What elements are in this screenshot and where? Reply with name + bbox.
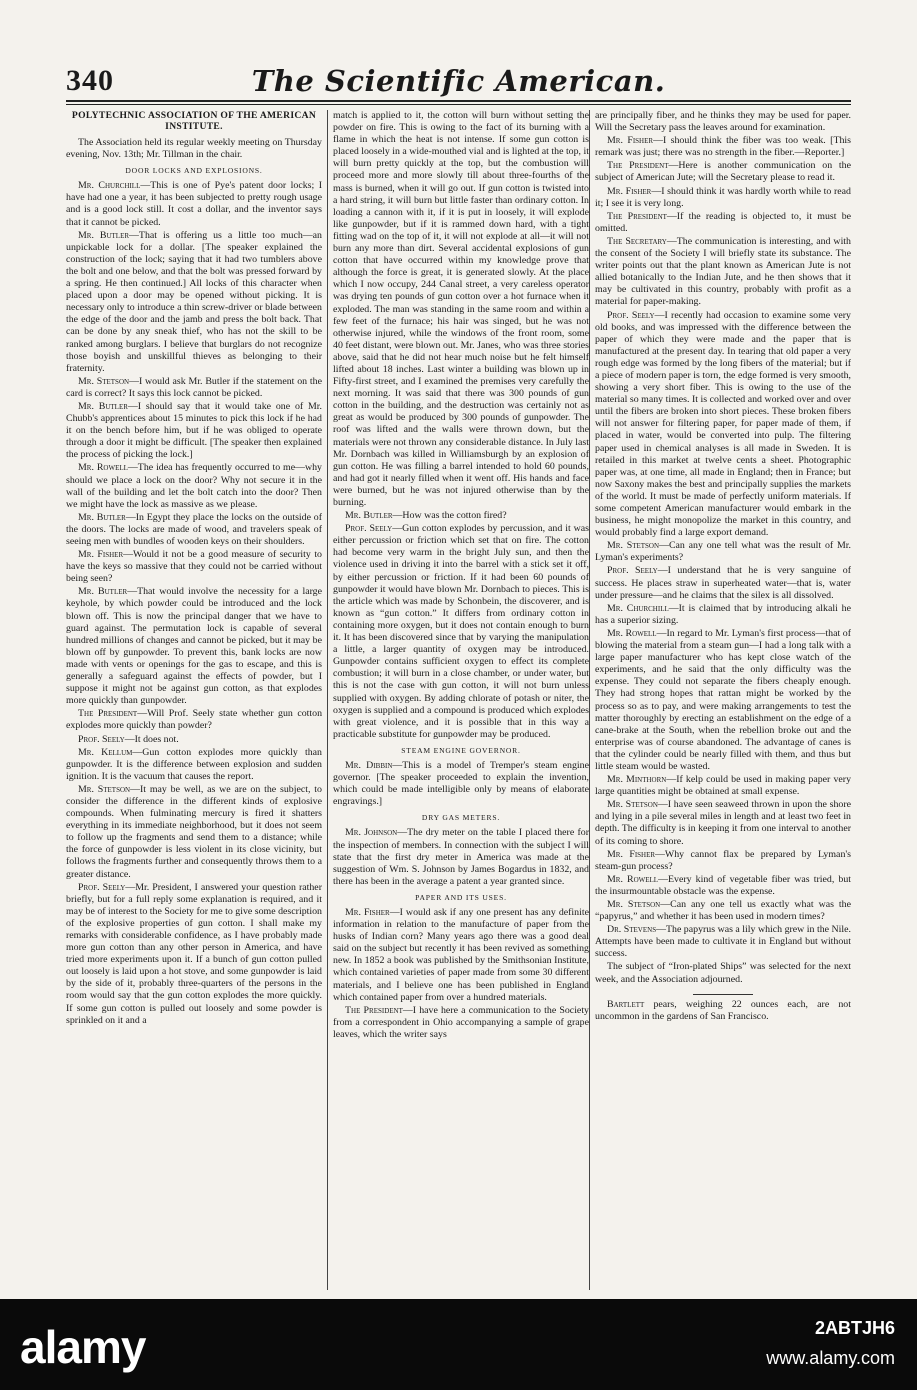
paragraph-text: —Here is another communication on the subject of American Jute; will the Secretary please to read it. [595,160,851,184]
paragraph-text: —If kelp could be used in making paper very large quantities might be obtained at small expense. [595,774,851,798]
paragraph-text: —Will Prof. Seely state whether gun cotton explodes more quickly than powder? [66,708,322,732]
speaker-name: Mr. Fisher [607,848,656,860]
paragraph-text: —Gun cotton explodes by percussion, and it was either percussion or friction which set that on fire. The cotton had become very warm in the bright July sun, and then the violence used in driving it into the barrel with a stick set it off, by either percussion or friction. If it had been 60 pounds of gunpowder it would have blown Mr. Dornbach to pieces. This is the article which was made by Schonbein, the discoverer, and is known as “gun cotton.” It differs from ordinary cotton in containing more oxygen, but it does not contain enough to burn it. It has been discovered since that by varying the manipulation a little, a larger quantity of oxygen may be introduced. Gunpowder contains sufficient oxygen to effect its complete combustion; it will burn in a close chamber, or under water, but this is not the case with gun cotton, it will not burn unless supplied with oxygen. By adding chlorate of potash or niter, the oxygen is supplied and a compound is produced which explodes with great violence, and it is possible that in this way a practicable substitute for gunpowder may be produced. [333,523,589,740]
article-paragraph [333,523,589,741]
speaker-name: Mr. Butler [78,229,130,241]
column-divider [589,110,590,1290]
paragraph-text: —I should think it was hardly worth while to read it; I see it is very long. [595,185,851,209]
article-paragraph [595,310,851,540]
article-paragraph [66,137,322,161]
watermark-logo: alamy [20,1321,146,1373]
speaker-name: Mr. Stetson [78,375,130,387]
article-paragraph [595,628,851,773]
paragraph-text: —I have here a communication to the Society from a correspondent in Ohio accompanying a sample of grape leaves, which the writer says [333,1004,589,1040]
article-paragraph [595,924,851,960]
paragraph-text: —I would ask if any one present has any definite information in relation to the manufacture of paper from the husks of Indian corn? Many years ago there was a good deal said on the subject but recently it has been revived as something new. In 1852 a book was published by the Smithsonian Institute, which contained varieties of paper made from some 30 different materials, and I believe one has been published in England which contained paper from over a hundred materials. [333,907,589,1003]
article-paragraph [333,907,589,1004]
article-paragraph [595,160,851,184]
speaker-name: Mr. Rowell [607,627,657,639]
article-paragraph [595,799,851,847]
speaker-name: Mr. Churchill [78,180,141,192]
paragraph-text: —Gun cotton explodes more quickly than gunpowder. It is the difference between explosion and sudden ignition. It is the vacuum that causes the report. [66,746,322,782]
article-paragraph [66,734,322,746]
article-paragraph [66,401,322,461]
paragraph-text: —Mr. President, I answered your question rather briefly, but for a full reply some explanation is required, and it may be of interest to the Society for me to give some description of the explosive properties of gun cotton. I shall make my remarks with considerable confidence, as I have probably made more gun cotton than any other person in America, and have tried more experiments upon it. If a bunch of gun cotton pulled out loosely is laid upon a hot stove, and some gunpowder is laid by the side of it, probably three-quarters of the persons in the room would say that the gun cotton explodes the more quickly. If some gun cotton is pulled out loosely and some powder is sprinkled on it and a [66,881,322,1026]
paragraph-text: —Every kind of vegetable fiber was tried, but the insurmountable obstacle was the expense. [595,873,851,897]
section-subheading: DOOR LOCKS AND EXPLOSIONS. [125,166,263,176]
article-title: POLYTECHNIC ASSOCIATION OF THE AMERICAN INSTITUTE. [71,110,317,132]
article-paragraph [595,135,851,159]
article-column-3 [595,110,851,1293]
speaker-name: Mr. Rowell [78,462,128,474]
speaker-name: Bartlett [607,998,645,1010]
article-paragraph [595,565,851,601]
article-paragraph [595,603,851,627]
article-paragraph [595,540,851,564]
article-column-2 [333,110,589,1293]
header-rule-thin [66,104,851,105]
watermark-url: www.alamy.com [766,1348,895,1368]
article-paragraph [595,110,851,134]
paragraph-text: —That would involve the necessity for a large keyhole, by which powder could be introduced and the lock blown off. This is now the principal danger that we have to guard against. The permutation lock is capable of several hundred millions of changes and cannot be picked, but it may be blown off by gunpowder. To prevent this, bank locks are now made with vents or openings for the gas to escape, and this is generally a safeguard against the effects of powder, but I suppose it might not be against gun cotton, as that explodes more quickly than gunpowder. [66,586,322,707]
article-column-1 [66,110,322,1293]
paragraph-text: —It does not. [124,733,179,745]
article-paragraph [595,874,851,898]
article-paragraph [66,586,322,707]
paragraph-text: —The papyrus was a lily which grew in the Nile. Attempts have been made to cultivate it in England but without success. [595,924,851,960]
article-paragraph [66,180,322,228]
paragraph-text: —This is a model of Tremper's steam engine governor. [The speaker proceeded to explain the invention, which could be made intelligible only by means of elaborate engravings.] [333,759,589,808]
paragraph-text: —How was the cotton fired? [392,510,507,522]
speaker-name: Mr. Butler [78,511,126,523]
article-paragraph [595,774,851,798]
speaker-name: Mr. Butler [78,586,128,598]
speaker-name: Mr. Churchill [607,602,669,614]
speaker-name: Mr. Johnson [345,827,398,839]
article-paragraph [333,760,589,808]
paragraph-text: The subject of “Iron-plated Ships” was selected for the next week, and the Association adjourned. [595,961,851,985]
article-paragraph [333,1005,589,1041]
speaker-name: Prof. Seely [345,523,393,535]
speaker-name: Mr. Fisher [607,135,654,147]
watermark-image-id: 2ABTJH6 [814,1318,895,1338]
article-paragraph [66,549,322,585]
section-subheading: PAPER AND ITS USES. [415,892,507,902]
paragraph-text: —That is offering us a little too much—an unpickable lock for a dollar. [The speaker explained the construction of the lock; saying that it had two tumblers above the bolt and one below, and that the bolt was pressed forward by a spring. He then continued.] All locks of this character when placed upon a door may be opened without picking. It is necessary only to introduce a thin screw-driver or blade between the edge of the door and the jamb and press the bolt back. That can be done by any sneak thief, who has not the skill to be ranked among burglars. I believe that burglars do not recognize those boyish and unskillful thieves as belonging to their fraternity. [66,229,322,374]
speaker-name: Dr. Stevens [607,924,657,936]
article-paragraph [333,827,589,887]
speaker-name: Mr. Dibbin [345,759,393,771]
paragraph-text: —Can any one tell what was the result of Mr. Lyman's experiments? [595,540,851,564]
speaker-name: Prof. Seely [607,309,655,321]
article-paragraph [595,899,851,923]
article-paragraph [333,110,589,509]
article-paragraph [66,512,322,548]
article-paragraph [66,882,322,1027]
article-paragraph [66,784,322,881]
speaker-name: Mr. Minthorn [607,774,667,786]
speaker-name: The Secretary [607,235,667,247]
article-paragraph [595,999,851,1023]
paragraph-text: —In Egypt they place the locks on the outside of the doors. The locks are made of wood, and travelers speak of seeing men with bundles of wooden keys on their shoulders. [66,511,322,547]
paragraph-text: —The idea has frequently occurred to me—why should we place a lock on the door? Why not secure it in the wall of the building and let the bolt catch into the door? Then we might have the lock as massive as we please. [66,462,322,510]
column-divider [327,110,328,1290]
header-rule [66,100,851,102]
paragraph-text: match is applied to it, the cotton will burn without setting the powder on fire. This is owing to the fact of its burning with a flame in which the heat is not intense. If some gun cotton is placed loosely in a wide-mouthed vial and is lighted at the top, it will burn pretty quickly at the top, but the combustion will proceed more and more slowly till about three-fourths of the mass is burned, when it will go out. If gun cotton is twisted into a hard string, it will burn but little faster than ordinary cotton. In loading a cannon with it, if it is put in loosely, it will explode like gunpowder, but if it is rammed down hard, with a tight fitting wad on the top of it, it will not explode at all—it will not burn any more than dirt. Several accidental explosions of gun cotton that have occurred within my knowledge prove that although the force is great, it is generated slowly. At the place which I now occupy, 244 Canal street, a very careless operator was drying ten pounds of gun cotton over a hot furnace when it exploded. The man was standing in the same room and within a few feet of the furnace; his hair was singed, but he was not otherwise injured, while the windows of the front room, some 40 feet distant, were blown out. Mr. Janes, who was three stories above, said that he did not hear much noise but he felt himself lifted about 18 inches. Last winter a building was blown up in Fifty-first street, and I examined the premises very carefully the next morning. It was said that there was 300 pounds of gun cotton in the building, and the destruction was certainly not as great as would be produced by 300 pounds of gunpowder. The roof was lifted and the walls were thrown down, but the materials were not thrown any considerable distance. In July last Mr. Dornbach was killed in Williamsburgh by an explosion of gun cotton. He was filling a barrel intended to hold 60 pounds, and had got it nearly filled when it went off. His hands and face were burned, but he was not injured otherwise than by the burning. [333,110,589,508]
speaker-name: Mr. Fisher [345,907,390,918]
article-paragraph [66,708,322,732]
speaker-name: Mr. Fisher [607,185,652,197]
speaker-name: Prof. Seely [78,881,126,893]
section-subheading: STEAM ENGINE GOVERNOR. [401,745,521,755]
speaker-name: Mr. Stetson [607,899,661,910]
speaker-name: The President [78,708,138,720]
article-paragraph [595,961,851,985]
paragraph-text: —I would ask Mr. Butler if the statement on the card is correct? It says this lock cannot be picked. [66,375,322,399]
paragraph-text: —If the reading is objected to, it must be omitted. [595,210,851,234]
paragraph-text: —I have seen seaweed thrown in upon the shore and lying in a pile several miles in length and at least two feet in depth. The difficulty is in keeping it from one interval to another of its coming to shore. [595,799,851,847]
speaker-name: Prof. Seely [607,565,658,577]
paragraph-text: —The communication is interesting, and with the consent of the Society I will briefly state its substance. The writer points out that the plant known as American Jute is not allied botanically to the Indian Jute, and he then shows that it may be cultivated in this country, probably with profit as a material for paper-making. [595,235,851,308]
paragraph-text: The Association held its regular weekly meeting on Thursday evening, Nov. 13th; Mr. Tillman in the chair. [66,137,322,161]
paragraph-text: —I recently had occasion to examine some very old books, and was impressed with the difference between the paper of which they were made and the paper that is manufactured at the present day. In tearing that old paper a very rough edge was formed by the long fibers of the material; but if a piece of modern paper is torn, the edge formed is very smooth, showing a very short fiber. This is owing to the use of the material so many times. It is collected and worked over and over until the fibers are broken into short pieces. These broken fibers will not answer for filtering paper, for paper made of them, if placed in water, would be converted into pulp. The filtering paper used in chemical analyses is all made in Sweden. It is retailed in this market at twelve cents a sheet. Photographic paper was, at one time, all made in England; then in France; but now Saxony makes the best and principally supplies the markets of the world. It must be made of perfectly uniform materials. If some competent American manufacturer would embark in the business, he might monopolize the market in this country, and would probably find a large export demand. [595,309,851,539]
article-paragraph [595,849,851,873]
paragraph-text: —It is claimed that by introducing alkali he has a superior sizing. [595,602,851,626]
article-paragraph [595,211,851,235]
paragraph-text: —I understand that he is very sanguine of success. He places straw in superheated water—that is, water under pressure—and he claims that the silex is all dissolved. [595,565,851,601]
article-paragraph [66,462,322,510]
paragraph-text: —I should say that it would take one of Mr. Chubb's apprentices about 15 minutes to pick this lock if he had it on the bench before him, but if he was obliged to operate through a door it might be difficult. [The speaker then explained the process of picking the lock.] [66,400,322,461]
speaker-name: Mr. Butler [78,400,128,412]
speaker-name: Mr. Fisher [78,549,124,561]
paragraph-text: —The dry meter on the table I placed there for the inspection of members. In connection with the subject I will state that the first dry meter in America was made at the suggestion of Wm. S. Johnson by James Bogardus in 1832, and there has been in the average a patent a year granted since. [333,827,589,887]
paragraph-text: pears, weighing 22 ounces each, are not uncommon in the gardens of San Francisco. [595,998,851,1022]
speaker-name: Mr. Butler [345,510,393,522]
speaker-name: Mr. Stetson [78,783,131,795]
speaker-name: The President [607,160,669,172]
article-paragraph [66,230,322,375]
masthead-title: The Scientific American. [251,64,666,98]
speaker-name: Mr. Kellum [78,746,133,758]
paragraph-text: —I should think the fiber was too weak. [This remark was just; there was no strength in the fiber.—Reporter.] [595,135,851,159]
article-paragraph [66,376,322,400]
paragraph-text: —It may be well, as we are on the subject, to consider the difference in the different kinds of explosive compounds. When fulminating mercury is fired it shatters everything in its immediate neighborhood, but it does not seem to follow up the fragments and send them to a distance; while the force of gunpowder is less violent in its close vicinity, but follows the fragments further and consequently throws them to a greater distance. [66,783,322,880]
paragraph-text: —Can any one tell us exactly what was the “papyrus,” and whether it has been used in modern times? [595,899,851,923]
article-paragraph [66,747,322,783]
section-subheading: DRY GAS METERS. [421,813,501,823]
paragraph-text: —This is one of Pye's patent door locks; I have had one a year, it has been subjected to pretty rough usage and is a good lock still. It cost a dollar, and the inventor says that it cannot be picked. [66,180,322,228]
article-paragraph [595,236,851,309]
paragraph-text: —Why cannot flax be prepared by Lyman's steam-gun process? [595,848,851,872]
article-paragraph [333,510,589,522]
paragraph-text: —Would it not be a good measure of security to have the keys so massive that they could not be carried without being seen? [66,549,322,585]
speaker-name: The President [345,1004,403,1016]
speaker-name: Prof. Seely [78,733,125,745]
section-rule [693,994,753,995]
article-paragraph [595,186,851,210]
speaker-name: Mr. Stetson [607,540,660,552]
speaker-name: The President [607,210,667,222]
speaker-name: Mr. Rowell [607,873,659,885]
paragraph-text: —In regard to Mr. Lyman's first process—that of blowing the material from a steam gun—I had a long talk with a large paper manufacturer who has kept close watch of the experiments, and he said that the only difficulty was the expense. They could not separate the fibers cheaply enough. They had strong hopes that rattan might be worked by the process so as to pay, and were making arrangements to test the matter thoroughly by erecting an establishment on the edge of a cane-brake at the South, when the rebellion broke out and the enterprise was of course abandoned. The advantage of canes is that the cylinder could be nearly filled with them, and thus but little steam would be wasted. [595,627,851,772]
page-number: 340 [66,64,114,97]
paragraph-text: are principally fiber, and he thinks they may be used for paper. Will the Secretary pass the leaves around for examination. [595,110,851,134]
speaker-name: Mr. Stetson [607,799,658,811]
